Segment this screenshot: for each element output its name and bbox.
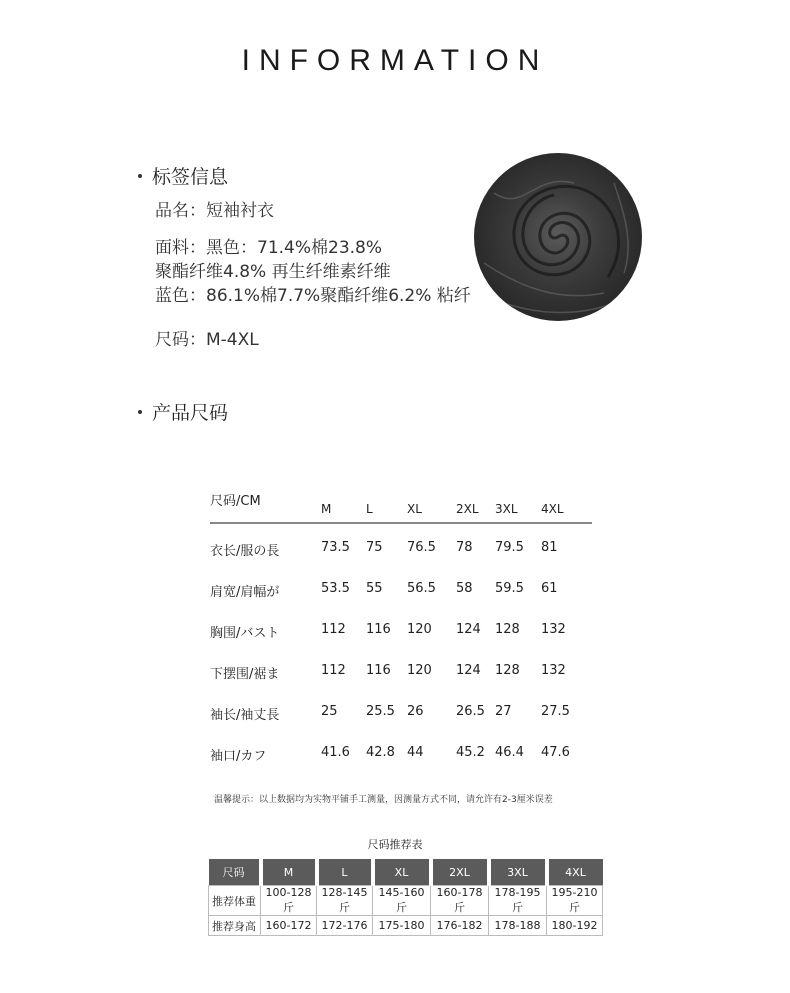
row-label: 袖口/カフ <box>210 749 267 764</box>
fabric-swirl-image <box>474 153 642 321</box>
table-row <box>209 916 603 936</box>
recommend-header-cell: XL <box>373 859 431 886</box>
table-cell: 27 <box>495 704 512 719</box>
table-row <box>210 729 592 770</box>
table-row <box>209 886 603 916</box>
recommend-header-cell: 尺码 <box>209 859 261 886</box>
table-cell: 195-210斤 <box>547 886 603 916</box>
recommend-header-cell: 3XL <box>489 859 547 886</box>
table-cell: 26 <box>407 704 424 719</box>
measurement-note: 温馨提示：以上数据均为实物平铺手工测量，因测量方式不同，请允许有2-3厘米误差 <box>214 795 553 805</box>
table-cell: 27.5 <box>541 704 570 719</box>
label-info-heading-text: 标签信息 <box>152 166 229 188</box>
label-info-heading <box>138 162 228 189</box>
size-header: 4XL <box>541 502 564 516</box>
table-cell: 81 <box>541 540 558 555</box>
table-cell: 100-128斤 <box>261 886 317 916</box>
table-row <box>210 647 592 688</box>
table-cell: 176-182 <box>431 916 489 936</box>
table-cell: 124 <box>456 663 481 678</box>
table-row <box>210 524 592 565</box>
size-header: M <box>321 502 332 516</box>
table-cell: 112 <box>321 622 346 637</box>
table-cell: 132 <box>541 663 566 678</box>
table-cell: 58 <box>456 581 473 596</box>
table-cell: 61 <box>541 581 558 596</box>
table-cell: 56.5 <box>407 581 436 596</box>
size-header: 3XL <box>495 502 518 516</box>
table-cell: 47.6 <box>541 745 570 760</box>
table-cell: 116 <box>366 622 391 637</box>
table-cell: 128-145斤 <box>317 886 373 916</box>
table-cell: 175-180 <box>373 916 431 936</box>
recommend-header-row <box>209 859 603 886</box>
table-cell: 75 <box>366 540 383 555</box>
table-cell: 76.5 <box>407 540 436 555</box>
table-cell: 25 <box>321 704 338 719</box>
table-cell: 55 <box>366 581 383 596</box>
table-cell: 172-176 <box>317 916 373 936</box>
recommend-header-cell: 2XL <box>431 859 489 886</box>
recommend-header-cell: M <box>261 859 317 886</box>
table-cell: 25.5 <box>366 704 395 719</box>
size-range: 尺码：M-4XL <box>155 330 259 350</box>
table-cell: 178-195斤 <box>489 886 547 916</box>
recommend-table-title: 尺码推荐表 <box>367 838 423 851</box>
table-cell: 145-160斤 <box>373 886 431 916</box>
table-cell: 45.2 <box>456 745 485 760</box>
table-row <box>210 606 592 647</box>
table-row <box>210 565 592 606</box>
size-header: 2XL <box>456 502 479 516</box>
table-cell: 44 <box>407 745 424 760</box>
fabric-line: 聚酯纤维4.8% 再生纤维素纤维 <box>155 262 391 282</box>
table-cell: 120 <box>407 622 432 637</box>
table-cell: 41.6 <box>321 745 350 760</box>
table-cell: 128 <box>495 622 520 637</box>
fabric-line: 蓝色：86.1%棉7.7%聚酯纤维6.2% 粘纤 <box>155 286 471 306</box>
table-cell: 160-178斤 <box>431 886 489 916</box>
row-label: 胸围/バスト <box>210 626 280 641</box>
corner-label: 尺码/CM <box>210 494 261 509</box>
table-cell: 78 <box>456 540 473 555</box>
fabric-swirl-icon <box>474 153 642 321</box>
recommend-header-cell: 4XL <box>547 859 603 886</box>
bullet-icon <box>138 174 142 178</box>
page-title: INFORMATION <box>241 44 549 77</box>
product-size-heading <box>138 398 228 425</box>
size-header: L <box>366 502 373 516</box>
table-cell: 128 <box>495 663 520 678</box>
table-cell: 180-192 <box>547 916 603 936</box>
bullet-icon <box>138 410 142 414</box>
size-table <box>210 488 592 770</box>
recommend-header-cell: L <box>317 859 373 886</box>
size-table-header <box>210 488 592 524</box>
table-cell: 178-188 <box>489 916 547 936</box>
recommend-table <box>208 859 603 936</box>
table-cell: 124 <box>456 622 481 637</box>
recommend-row-label: 推荐体重 <box>209 886 261 916</box>
table-cell: 79.5 <box>495 540 524 555</box>
recommend-row-label: 推荐身高 <box>209 916 261 936</box>
fabric-line: 面料：黑色：71.4%棉23.8% <box>155 238 383 258</box>
row-label: 肩宽/肩幅が <box>210 585 280 600</box>
product-name: 品名：短袖衬衣 <box>155 201 274 221</box>
table-cell: 73.5 <box>321 540 350 555</box>
table-cell: 53.5 <box>321 581 350 596</box>
table-cell: 46.4 <box>495 745 524 760</box>
table-cell: 132 <box>541 622 566 637</box>
table-cell: 26.5 <box>456 704 485 719</box>
row-label: 袖长/袖丈長 <box>210 708 280 723</box>
row-label: 下摆围/裾ま <box>210 667 280 682</box>
table-cell: 116 <box>366 663 391 678</box>
table-cell: 120 <box>407 663 432 678</box>
table-cell: 112 <box>321 663 346 678</box>
size-header: XL <box>407 502 422 516</box>
table-cell: 160-172 <box>261 916 317 936</box>
fabric-composition <box>155 236 471 308</box>
row-label: 衣长/服の長 <box>210 544 280 559</box>
table-cell: 59.5 <box>495 581 524 596</box>
product-size-heading-text: 产品尺码 <box>152 402 229 424</box>
table-cell: 42.8 <box>366 745 395 760</box>
table-row <box>210 688 592 729</box>
